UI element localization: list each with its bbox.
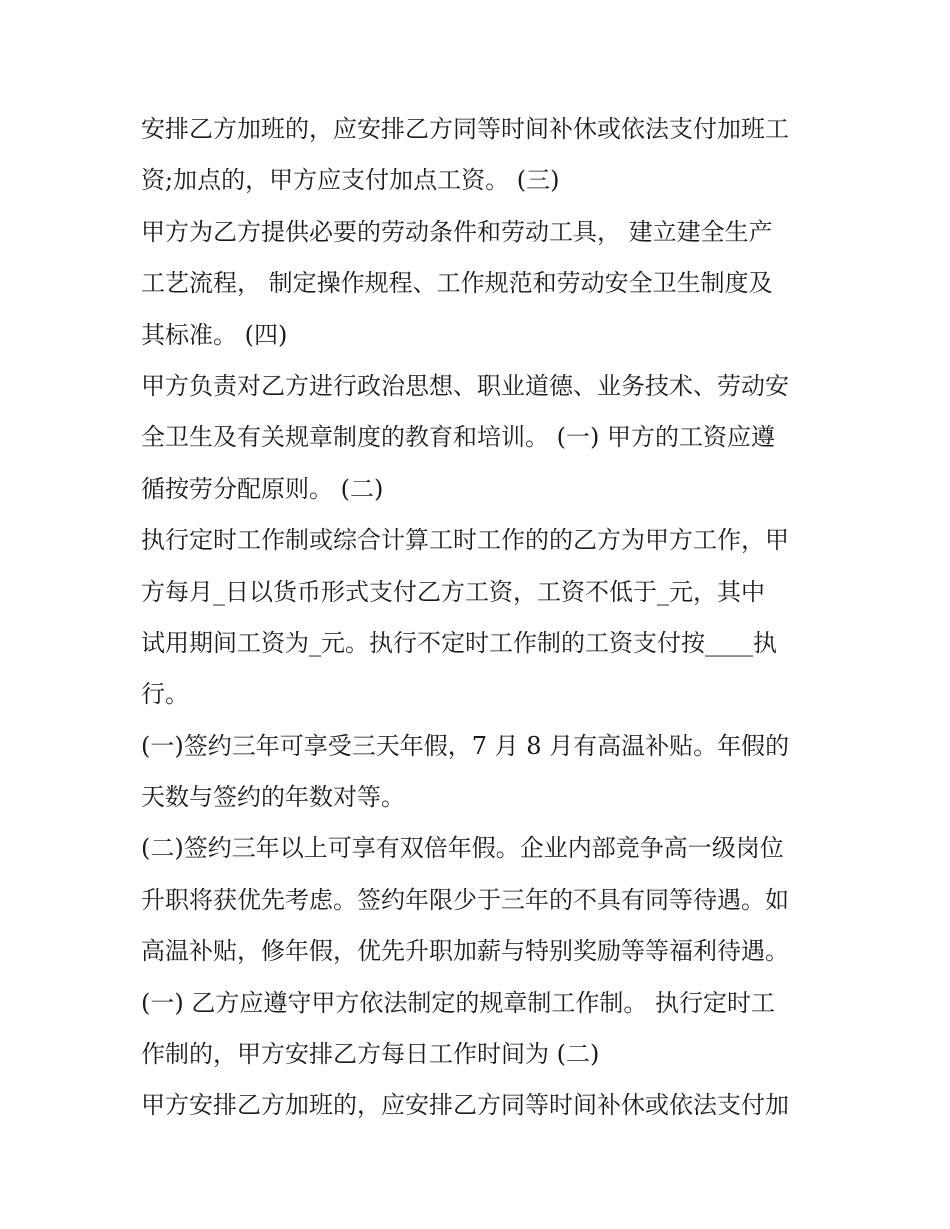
text-line: 作制的，甲方安排乙方每日工作时间为 (二) (141, 1040, 600, 1069)
text-line: (二)签约三年以上可享有双倍年假。企业内部竞争高一级岗位 (141, 834, 784, 863)
text-line: 试用期间工资为_元。执行不定时工作制的工资支付按____执 (141, 628, 777, 657)
text-line: 资;加点的，甲方应支付加点工资。 (三) (141, 166, 560, 195)
text-line: 行。 (141, 680, 189, 709)
text-line: 执行定时工作制或综合计算工时工作的的乙方为甲方工作，甲 (141, 526, 789, 555)
text-line: 高温补贴，修年假，优先升职加薪与特别奖励等等福利待遇。 (141, 937, 789, 966)
text-line: (一)签约三年可享受三天年假，7 月 8 月有高温补贴。年假的 (141, 731, 790, 760)
text-line: 其标准。 (四) (141, 320, 288, 349)
text-line: (一) 乙方应遵守甲方依法制定的规章制工作制。 执行定时工 (141, 988, 775, 1017)
document-body (141, 104, 821, 1132)
text-line: 甲方安排乙方加班的，应安排乙方同等时间补休或依法支付加 (141, 1091, 789, 1120)
text-line: 安排乙方加班的，应安排乙方同等时间补休或依法支付加班工 (141, 115, 789, 143)
text-line: 天数与签约的年数对等。 (141, 783, 405, 812)
text-line: 工艺流程， 制定操作规程、工作规范和劳动安全卫生制度及 (141, 269, 773, 298)
text-line: 循按劳分配原则。 (二) (141, 474, 384, 503)
text-line: 升职将获优先考虑。签约年限少于三年的不具有同等待遇。如 (141, 885, 789, 914)
text-line: 甲方负责对乙方进行政治思想、职业道德、业务技术、劳动安 (141, 371, 789, 400)
text-line: 全卫生及有关规章制度的教育和培训。 (一) 甲方的工资应遵 (141, 423, 775, 452)
text-line: 方每月_日以货币形式支付乙方工资，工资不低于_元，其中 (141, 577, 765, 606)
text-line: 甲方为乙方提供必要的劳动条件和劳动工具， 建立建全生产 (141, 217, 773, 246)
